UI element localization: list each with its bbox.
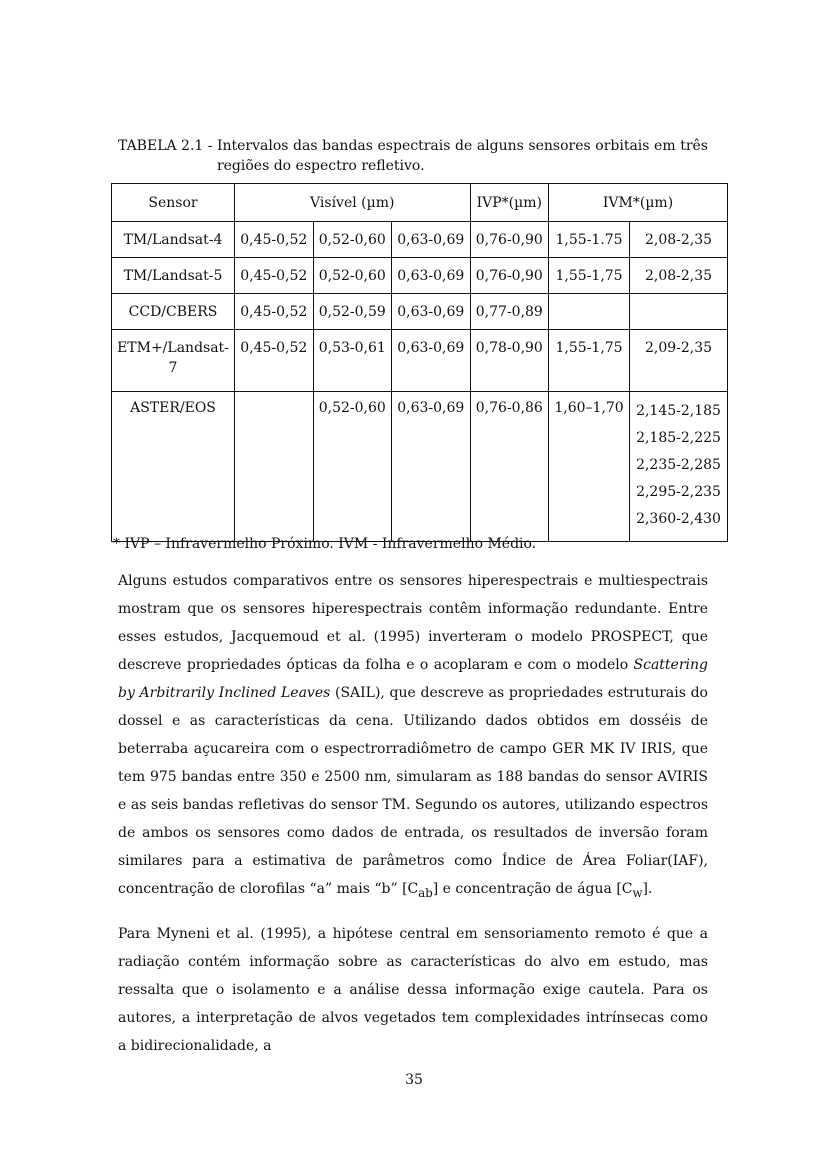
cell-ivm-1: 1,55-1.75: [549, 222, 630, 258]
cell-ivp: 0,76-0,90: [470, 258, 549, 294]
paragraph-text: ].: [642, 881, 653, 897]
header-ivm: IVM*(µm): [549, 184, 728, 222]
cell-sensor: TM/Landsat-4: [112, 222, 235, 258]
cell-vis-3: 0,63-0,69: [392, 258, 471, 294]
cell-vis-2: 0,52-0,60: [313, 392, 392, 542]
table-header-row: [112, 184, 728, 222]
table-row: [112, 294, 728, 330]
caption-label: TABELA 2.1: [118, 138, 204, 154]
cell-vis-1: 0,45-0,52: [235, 294, 314, 330]
cell-ivm-1: [549, 294, 630, 330]
cell-ivm-2-list: [630, 392, 728, 542]
cell-ivp: 0,76-0,90: [470, 222, 549, 258]
ivm-band: 2,360-2,430: [636, 511, 721, 527]
cell-vis-3: 0,63-0,69: [392, 294, 471, 330]
table-caption: [118, 136, 708, 176]
subscript: ab: [418, 885, 433, 900]
cell-vis-3: 0,63-0,69: [392, 222, 471, 258]
table-row: [112, 258, 728, 294]
table-row: [112, 392, 728, 542]
cell-ivp: 0,77-0,89: [470, 294, 549, 330]
spectral-bands-table: [111, 183, 728, 542]
header-sensor: Sensor: [112, 184, 235, 222]
cell-vis-1: [235, 392, 314, 542]
table-row: [112, 222, 728, 258]
cell-vis-2: 0,53-0,61: [313, 330, 392, 392]
cell-vis-3: 0,63-0,69: [392, 392, 471, 542]
subscript: w: [632, 885, 643, 900]
cell-vis-3: 0,63-0,69: [392, 330, 471, 392]
caption-separator: -: [203, 138, 217, 154]
paragraph: Para Myneni et al. (1995), a hipótese central em sensoriamento remoto é que a radiação contém informação sobre as características do alvo em estudo, mas ressalta que o isolamento e a análise dessa informação exige cautela. Para os autores, a interpretação de alvos vegetados tem complexidades intrínsecas como a bidirecionalidade, a: [118, 926, 708, 1054]
table-footnote: * IVP – Infravermelho Próximo. IVM - Infravermelho Médio.: [113, 536, 537, 552]
cell-ivm-2: [630, 294, 728, 330]
cell-ivm-2: 2,09-2,35: [630, 330, 728, 392]
header-visivel: Visível (µm): [235, 184, 471, 222]
table-row: [112, 330, 728, 392]
paragraph-text: Alguns estudos comparativos entre os sensores hiperespectrais e multiespectrais mostram que os sensores hiperespectrais contêm informação redundante. Entre esses estudos, Jacquemoud et al. (1995) inverteram o modelo PROSPECT, que descreve propriedades ópticas da folha e o acoplaram e com o modelo: [118, 573, 708, 673]
cell-vis-2: 0,52-0,60: [313, 222, 392, 258]
cell-ivm-1: 1,55-1,75: [549, 330, 630, 392]
cell-vis-1: 0,45-0,52: [235, 222, 314, 258]
cell-ivm-1: 1,55-1,75: [549, 258, 630, 294]
cell-ivp: 0,78-0,90: [470, 330, 549, 392]
caption-text: Intervalos das bandas espectrais de alguns sensores orbitais em três regiões do espectro refletivo.: [216, 138, 708, 174]
cell-sensor: ETM+/Landsat-7: [112, 330, 235, 392]
paragraph-text: (SAIL), que descreve as propriedades estruturais do dossel e as características da cena. Utilizando dados obtidos em dosséis de beterraba açucareira com o espectrorradiômetro de campo GER MK IV IRIS, que tem 975 bandas entre 350 e 2500 nm, simularam as 188 bandas do sensor AVIRIS e as seis bandas refletivas do sensor TM. Segundo os autores, utilizando espectros de ambos os sensores como dados de entrada, os resultados de inversão foram similares para a estimativa de parâmetros como Índice de Área Foliar(IAF), concentração de clorofilas “a” mais “b” [C: [118, 685, 708, 897]
cell-vis-2: 0,52-0,60: [313, 258, 392, 294]
cell-vis-1: 0,45-0,52: [235, 330, 314, 392]
cell-sensor: ASTER/EOS: [112, 392, 235, 542]
page-number: 35: [405, 1072, 423, 1088]
cell-ivm-1: 1,60–1,70: [549, 392, 630, 542]
ivm-band: 2,185-2,225: [636, 430, 721, 446]
header-ivp: IVP*(µm): [470, 184, 549, 222]
model-name: Scattering by Arbitrarily Inclined Leaves: [118, 657, 708, 701]
cell-vis-2: 0,52-0,59: [313, 294, 392, 330]
ivm-band: 2,145-2,185: [636, 403, 721, 419]
cell-vis-1: 0,45-0,52: [235, 258, 314, 294]
paragraph-text: ] e concentração de água [C: [432, 881, 633, 897]
ivm-band: 2,295-2,235: [636, 484, 721, 500]
ivm-band: 2,235-2,285: [636, 457, 721, 473]
cell-ivp: 0,76-0,86: [470, 392, 549, 542]
cell-sensor: TM/Landsat-5: [112, 258, 235, 294]
cell-ivm-2: 2,08-2,35: [630, 222, 728, 258]
cell-sensor: CCD/CBERS: [112, 294, 235, 330]
cell-ivm-2: 2,08-2,35: [630, 258, 728, 294]
paragraph: [118, 567, 708, 907]
